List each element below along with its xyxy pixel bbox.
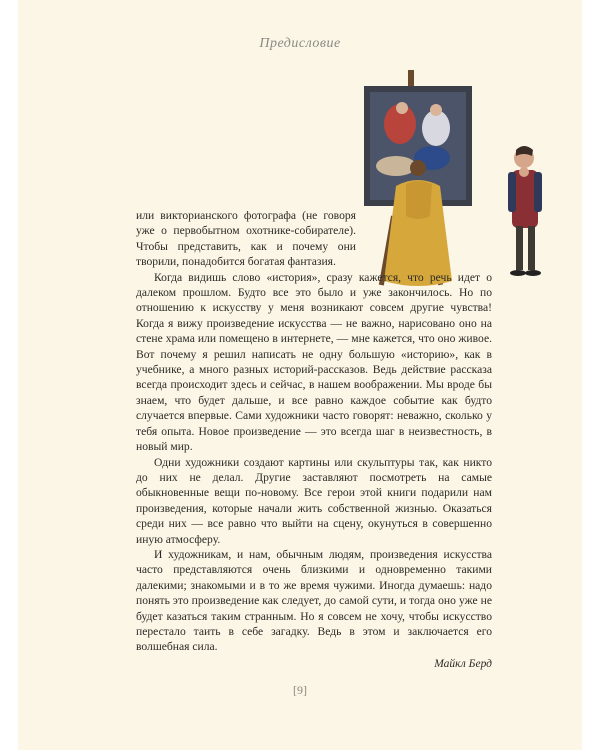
author-signature: Майкл Берд xyxy=(434,657,492,670)
page-number: [9] xyxy=(293,683,307,697)
paragraph: или викторианского фотографа (не говоря уже о первобытном охотнике-собирателе). Чтобы представить, как и почему они творили, понадобится богатая фантазия. xyxy=(136,209,356,269)
paragraph: Когда видишь слово «история», сразу кажется, что речь идет о далеком прошлом. Будто все это было и уже закончилось. Но по отношению к искусству у меня возникают совсем другие чувства! Когда я вижу произведение искусства — не важно, нарисовано оно на стене храма или помещено в интернете, — мне кажется, что оно живое. Вот почему я решил написать не одну большую «историю», как в учебнике, а много разных историй-рассказов. Ведь действие рассказа всегда происходит здесь и сейчас, в нашем воображении. Мы вроде бы знаем, что будет дальше, и все равно каждое событие как будто случается впервые. Сами художники часто говорят: неважно, сколько у тебя опыта. Новое произведение — это всегда шаг в неизвестность, в новый мир. xyxy=(136,270,492,454)
book-page xyxy=(18,0,582,750)
running-head: Предисловие xyxy=(259,36,341,51)
paragraph: И художникам, и нам, обычным людям, произведения искусства часто представляются очень близкими и одновременно такими далекими; знакомыми и в то же время чужими. Иногда думаешь: надо понять это произведение как следует, до самой сути, и тогда оно уже не будет казаться таким странным. Но я совсем не хочу, чтобы искусство перестало таить в себе загадку. Ведь в этом и заключается его волшебная сила. xyxy=(136,547,492,654)
paragraph: Одни художники создают картины или скульптуры так, как никто до них не делал. Другие заставляют посмотреть на самые обыкновенные вещи по-новому. Все герои этой книги подарили нам произведения, которые начали жить собственной жизнью. Оказаться среди них — все равно что выйти на сцену, окунуться в совершенно иную атмосферу. xyxy=(136,455,492,546)
preface-text xyxy=(136,208,492,672)
